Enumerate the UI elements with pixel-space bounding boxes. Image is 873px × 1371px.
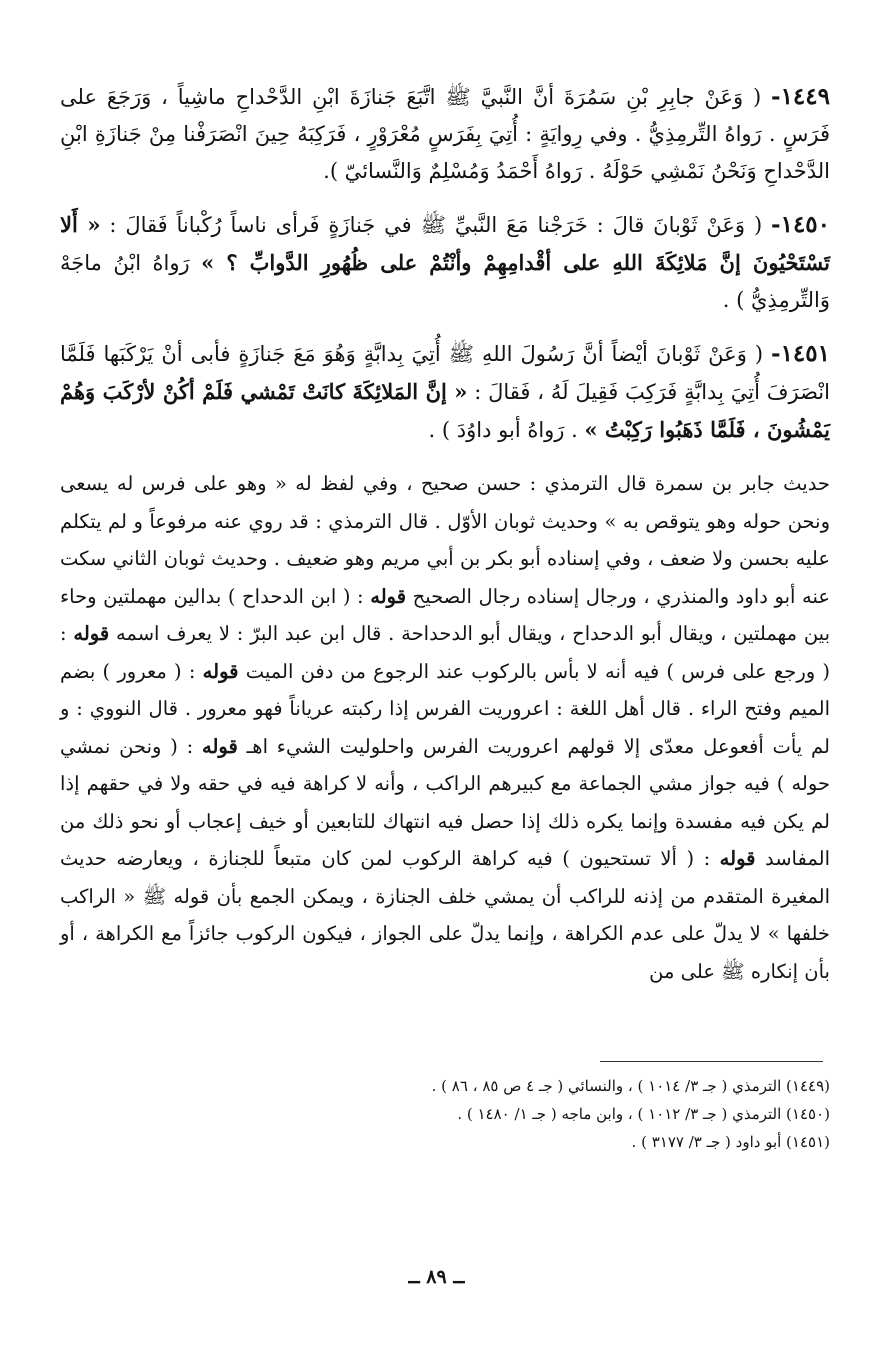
keyword-qawluhu: قوله: [202, 659, 239, 683]
commentary-text: : ( ألا تستحيون ) فيه كراهة الركوب لمن كان متبعاً للجنازة ، ويعارضه حديث المغيرة المتقدم من إذنه للراكب أن يمشي خلف الجنازة ، ويمكن الجمع بأن قوله ﷺ « الراكب خلفها » لا يدلّ على عدم الكراهة ، وإنما يدلّ على الجواز ، فيكون الركوب جائزاً مع الكراهة ، أو بأن إنكاره ﷺ على من: [60, 847, 830, 983]
page-body: [60, 78, 830, 990]
hadith-1451: [60, 335, 830, 449]
commentary: [60, 465, 830, 990]
prophetic-quote: « إنَّ المَلائِكَةَ كانَتْ تَمْشي فَلَمْ أكُنْ لأرْكَبَ وَهُمْ يَمْشُونَ ، فَلَمَّا ذَهَبُوا رَكِبْتُ »: [60, 379, 830, 442]
page-number: ــ ٨٩ ــ: [408, 1266, 465, 1288]
hadith-text: ( وَعَنْ ثَوْبانَ أيْضاً أنَّ رَسُولَ اللهِ ﷺ أُتِيَ بِدابَّةٍ وَهُوَ مَعَ جَنازَةٍ فأبى أنْ يَرْكَبَها فَلَمَّا انْصَرَفَ أُتِيَ بِدابَّةٍ فَرَكِبَ فَقِيلَ لَهُ ، فَقالَ :: [60, 342, 830, 404]
keyword-qawluhu: قوله: [73, 622, 110, 645]
commentary-text: : ( ورجع على فرس ) فيه أنه لا بأس بالركوب عند الرجوع من دفن الميت: [60, 622, 830, 683]
keyword-qawluhu: قوله: [719, 847, 756, 870]
hadith-text: ( وَعَنْ جابِرِ بْنِ سَمُرَةَ أنَّ النَّبيَّ ﷺ اتَّبَعَ جَنازَةَ ابْنِ الدَّحْداحِ ماشِياً ، وَرَجَعَ على فَرَسٍ . رَواهُ التِّرمِذِيُّ . وفي رِوايَةٍ : أُتِيَ بِفَرَسٍ مُعْرَوْرٍ ، فَرَكِبَهُ حِينَ انْصَرَفْنا مِنْ جَنازَةِ ابْنِ الدَّحْداحِ وَنَحْنُ نَمْشِي حَوْلَهُ . رَواهُ أَحْمَدُ وَمُسْلِمٌ وَالنَّسائيّ ).: [60, 85, 830, 183]
hadith-1449: [60, 78, 830, 190]
footnote: (١٤٤٩) الترمذي ( جـ ٣/ ١٠١٤ ) ، والنسائي ( جـ ٤ ص ٨٥ ، ٨٦ ) .: [431, 1077, 830, 1095]
commentary-text: : ( معرور ) بضم الميم وفتح الراء . قال أهل اللغة : اعروريت الفرس إذا ركبته عرياناً فهو معرور . قال النووي : و لم يأت أفعوعل معدّى إلا قولهم اعروريت الفرس واحلوليت الشيء اهـ: [60, 659, 830, 758]
keyword-qawluhu: قوله: [370, 584, 407, 608]
hadith-1450: [60, 206, 830, 319]
hadith-number: ١٤٤٩-: [771, 83, 830, 110]
footnote-divider: [600, 1061, 823, 1062]
hadith-text-after: رَواهُ ابْنُ ماجَهْ وَالتِّرمِذِيُّ ) .: [60, 251, 830, 312]
hadith-text-after: . رَواهُ أبو داوُدَ ) .: [428, 418, 585, 442]
footnote: (١٤٥٠) الترمذي ( جـ ٣/ ١٠١٢ ) ، وابن ماجه ( جـ ١/ ١٤٨٠ ) .: [457, 1105, 830, 1123]
keyword-qawluhu: قوله: [201, 734, 238, 758]
commentary-text: : ( ونحن نمشي حوله ) فيه جواز مشي الجماعة مع كبيرهم الراكب ، وأنه لا كراهة فيه في حقه ولا في حقهم إذا لم يكن فيه مفسدة وإنما يكره ذلك إذا حصل فيه انتهاك للتابعين أو خيف إعجاب أو نحو ذلك من المفاسد: [60, 734, 830, 870]
commentary-paragraph: [60, 465, 830, 990]
commentary-text: حديث جابر بن سمرة قال الترمذي : حسن صحيح ، وفي لفظ له « وهو على فرس له يسعى ونحن حوله وهو يتوقص به » وحديث ثوبان الأوّل . قال الترمذي : قد روي عنه مرفوعاً و لم يتكلم عليه بحسن ولا ضعف ، وفي إسناده أبو بكر بن أبي مريم وهو ضعيف . وحديث ثوبان الثاني سكت عنه أبو داود والمنذري ، ورجال إسناده رجال الصحيح: [60, 472, 830, 608]
hadith-text: ( وَعَنْ ثَوْبانَ قالَ : خَرَجْنا مَعَ النَّبيِّ ﷺ في جَنازَةٍ فَرأى ناساً رُكْباناً فَقالَ :: [100, 213, 772, 237]
footnotes: [380, 1072, 830, 1156]
hadith-number: ١٤٥٠-: [771, 211, 831, 238]
prophetic-quote: « أَلا تَسْتَحْيُونَ إنَّ مَلائِكَةَ اللهِ على أقْدامِهِمْ وأنْتُمْ على ظُهُورِ الدَّوابِّ ؟ »: [60, 212, 830, 275]
footnote: (١٤٥١) أبو داود ( جـ ٣/ ٣١٧٧ ) .: [631, 1133, 830, 1151]
hadith-number: ١٤٥١-: [771, 340, 830, 367]
commentary-text: : ( ابن الدحداح ) بدالين مهملتين وحاء بين مهملتين ، ويقال أبو الدحداح ، ويقال أبو الدحداحة . قال ابن عبد البرّ : لا يعرف اسمه: [60, 584, 830, 645]
